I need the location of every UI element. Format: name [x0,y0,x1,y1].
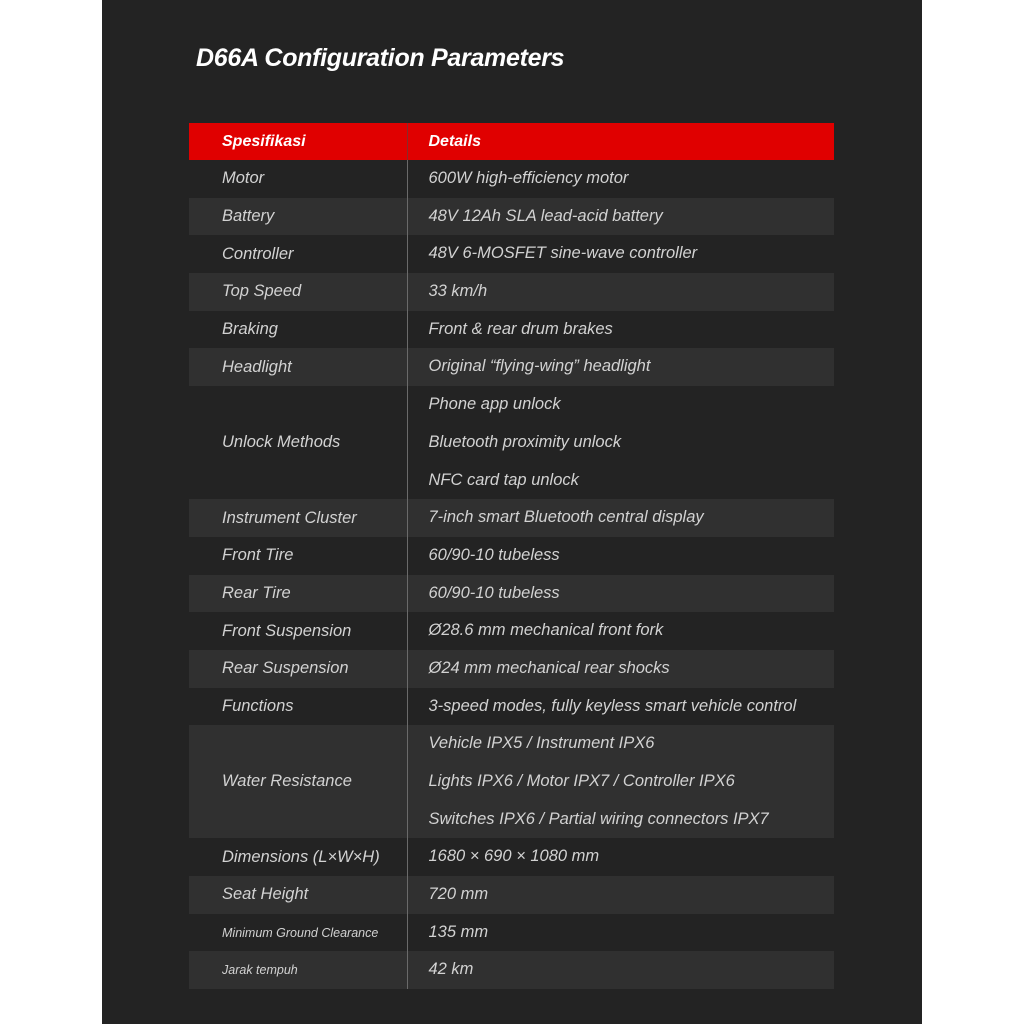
table-row [189,612,834,650]
spec-value-line: Original “flying-wing” headlight [428,357,651,376]
spec-name: Jarak tempuh [189,951,407,989]
spec-name: Rear Suspension [189,650,407,688]
table-row [189,650,834,688]
spec-value [407,914,834,952]
spec-name: Unlock Methods [189,386,407,499]
spec-value [407,198,834,236]
spec-name: Functions [189,688,407,726]
spec-value-line: Ø28.6 mm mechanical front fork [428,621,664,640]
spec-name: Controller [189,235,407,273]
spec-name: Minimum Ground Clearance [189,914,407,952]
table-row [189,838,834,876]
table-row [189,198,834,236]
spec-value [407,838,834,876]
table-row [189,914,834,952]
spec-value-line: 48V 6-MOSFET sine-wave controller [428,244,698,263]
spec-value [407,311,834,349]
spec-value-line: 42 km [428,960,474,979]
spec-name: Rear Tire [189,575,407,613]
spec-name: Top Speed [189,273,407,311]
spec-value-line: Front & rear drum brakes [428,319,613,338]
table-row [189,311,834,349]
spec-value-line: 135 mm [428,922,489,941]
table-row [189,273,834,311]
spec-value-line: Vehicle IPX5 / Instrument IPX6 [428,734,655,753]
spec-value-line: 1680 × 690 × 1080 mm [428,847,600,866]
spec-value [407,537,834,575]
spec-value [407,650,834,688]
spec-table [189,123,834,989]
table-row [189,876,834,914]
spec-value [407,575,834,613]
table-row [189,348,834,386]
spec-name: Seat Height [189,876,407,914]
spec-value-line: NFC card tap unlock [428,470,579,489]
spec-table-body [189,160,834,989]
spec-value [407,273,834,311]
spec-value [407,725,834,838]
spec-value [407,348,834,386]
spec-value-line: 33 km/h [428,282,488,301]
spec-value [407,951,834,989]
spec-name: Instrument Cluster [189,499,407,537]
column-header-details: Details [407,123,834,160]
page-title: D66A Configuration Parameters [196,44,565,72]
spec-name: Headlight [189,348,407,386]
spec-value-line: 720 mm [428,885,489,904]
spec-value-line: Bluetooth proximity unlock [428,432,622,451]
spec-value [407,612,834,650]
spec-value-line: Switches IPX6 / Partial wiring connectors IPX7 [428,809,769,828]
table-row [189,688,834,726]
spec-name: Motor [189,160,407,198]
spec-value [407,688,834,726]
spec-name: Front Suspension [189,612,407,650]
table-row [189,575,834,613]
spec-value [407,235,834,273]
spec-value-line: Ø24 mm mechanical rear shocks [428,658,670,677]
column-header-spec: Spesifikasi [189,123,407,160]
spec-value-line: 7-inch smart Bluetooth central display [428,508,704,527]
spec-name: Battery [189,198,407,236]
spec-name: Braking [189,311,407,349]
table-row [189,725,834,838]
spec-value [407,876,834,914]
spec-value-line: 600W high-efficiency motor [428,169,629,187]
table-row [189,499,834,537]
spec-name: Water Resistance [189,725,407,838]
spec-value-line: Phone app unlock [428,395,561,414]
table-header-row [189,123,834,160]
table-row [189,235,834,273]
spec-value [407,160,834,198]
spec-value-line: 60/90-10 tubeless [428,545,560,564]
table-row [189,951,834,989]
spec-value-line: 3-speed modes, fully keyless smart vehicle control [428,696,797,715]
spec-value [407,499,834,537]
spec-value-line: 48V 12Ah SLA lead-acid battery [428,206,663,225]
table-row [189,160,834,198]
table-row [189,537,834,575]
table-row [189,386,834,499]
spec-value [407,386,834,499]
spec-value-line: 60/90-10 tubeless [428,583,560,602]
spec-name: Dimensions (L×W×H) [189,838,407,876]
spec-name: Front Tire [189,537,407,575]
spec-value-line: Lights IPX6 / Motor IPX7 / Controller IPX6 [428,772,735,790]
